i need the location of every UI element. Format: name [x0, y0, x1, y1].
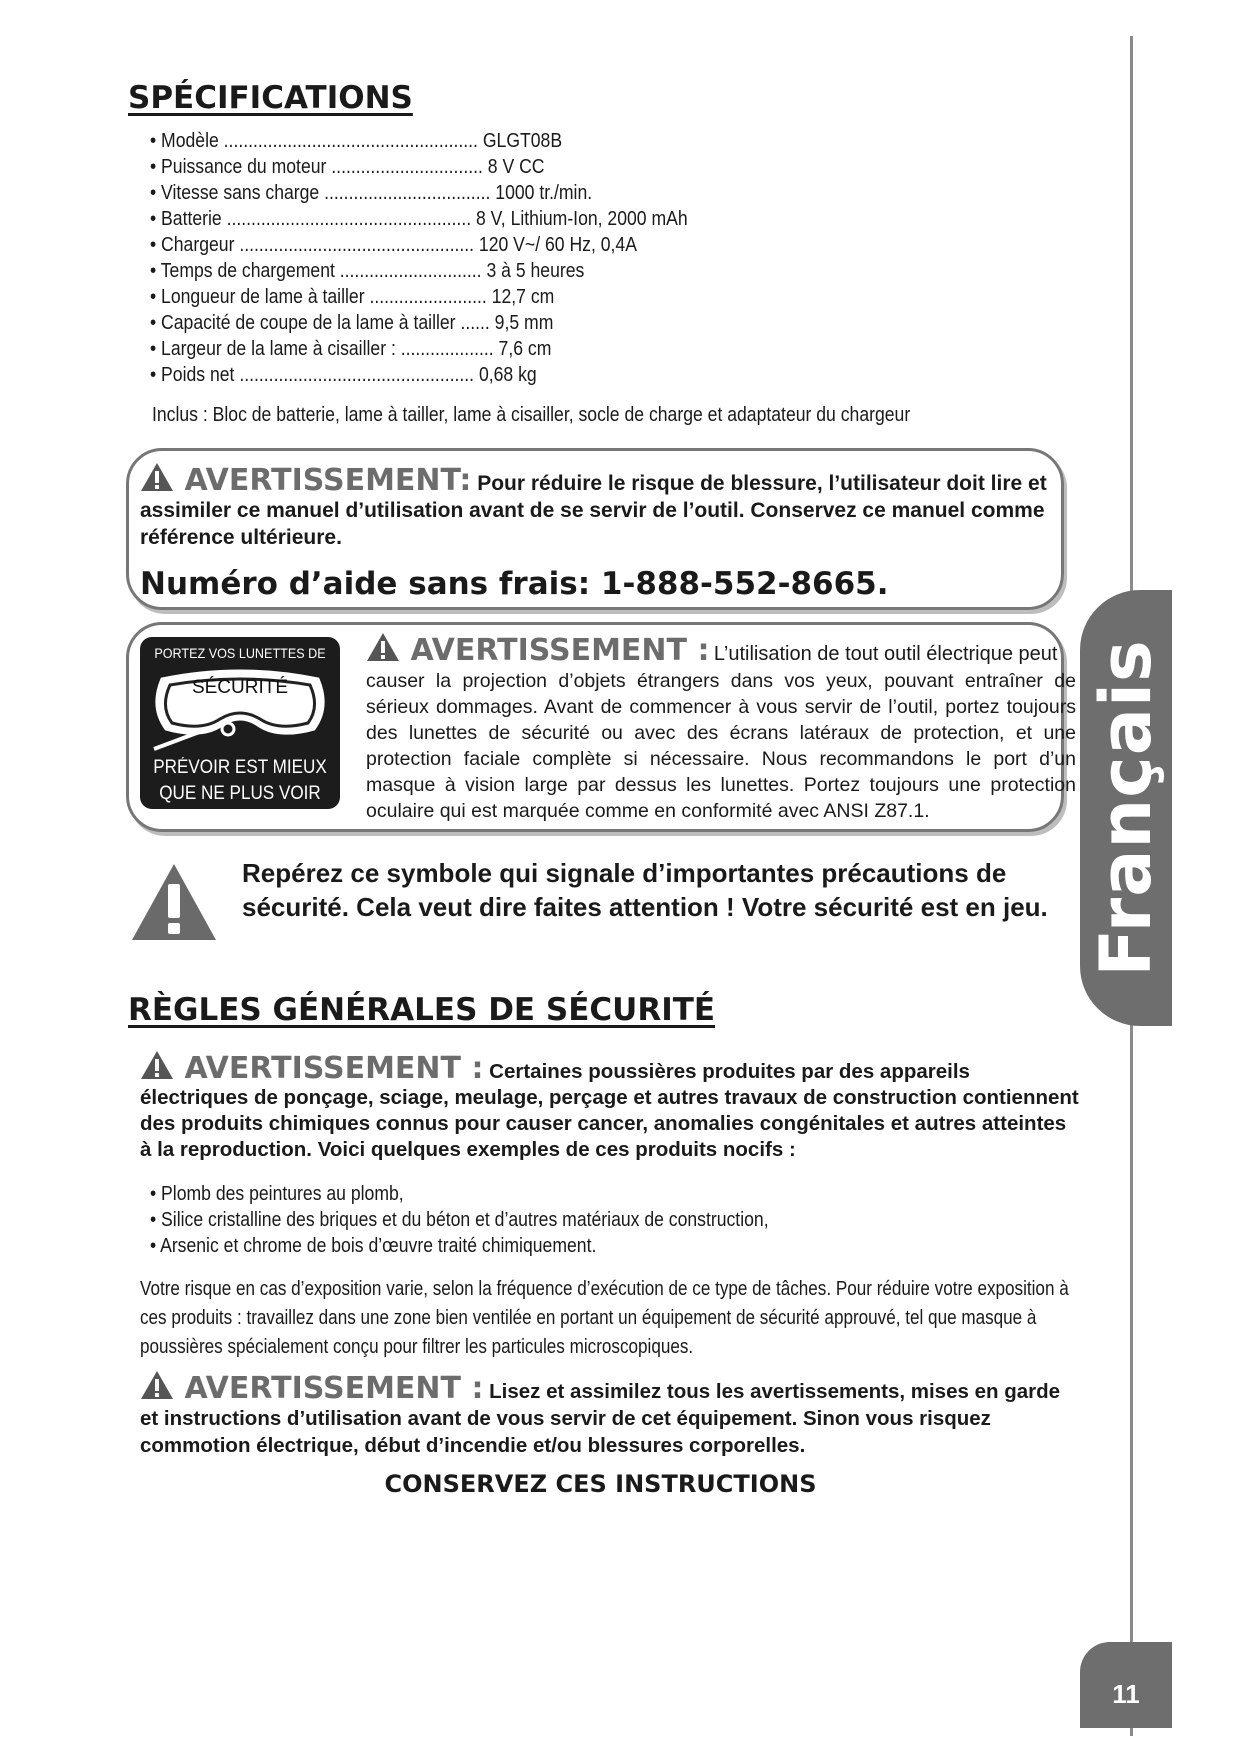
badge-bottom-text-1: PRÉVOIR EST MIEUX [153, 757, 327, 778]
spec-row: • Chargeur ................................................ 120 V~/ 60 Hz, 0,4A [150, 234, 637, 256]
included-items: Inclus : Bloc de batterie, lame à tailler, lame à cisailler, socle de charge et adaptateur du chargeur [152, 404, 911, 426]
spec-row: • Poids net ................................................ 0,68 kg [150, 364, 537, 386]
badge-bottom-text-2: QUE NE PLUS VOIR [159, 783, 321, 804]
warning-triangle-icon [140, 1370, 174, 1400]
warning-label: AVERTISSEMENT: [140, 463, 471, 498]
warning-triangle-icon [366, 632, 400, 662]
spec-row: • Batterie .................................................. 8 V, Lithium-Ion, 2000 mAh [150, 208, 688, 230]
safety-goggles-badge [140, 637, 340, 809]
spec-row: • Largeur de la lame à cisailler : ................... 7,6 cm [150, 338, 552, 360]
warning-label: AVERTISSEMENT : [366, 633, 709, 668]
page-number-tab [1080, 1642, 1172, 1728]
general-rules-title: RÈGLES GÉNÉRALES DE SÉCURITÉ [128, 992, 716, 1028]
warning-triangle-icon [140, 1050, 174, 1080]
language-label: Français [1085, 639, 1167, 977]
list-item: • Silice cristalline des briques et du béton et d’autres matériaux de construction, [150, 1209, 769, 1231]
warning-label: AVERTISSEMENT : [140, 1371, 483, 1406]
safety-alert-symbol-icon [130, 862, 218, 942]
warning-triangle-icon [140, 462, 174, 492]
closing-instruction: CONSERVEZ CES INSTRUCTIONS [384, 1470, 817, 1498]
list-item: • Arsenic et chrome de bois d’œuvre traité chimiquement. [150, 1235, 597, 1257]
exposure-paragraph: Votre risque en cas d’exposition varie, selon la fréquence d’exécution de ce type de tâches. Pour réduire votre exposition à ces produits : travaillez dans une zone bien ventilée en portant un équipement de sécurité approuvé, tel que masque à poussières spécialement conçu pour filtrer les particules microscopiques. [140, 1278, 1069, 1358]
badge-middle-text: SÉCURITÉ [191, 677, 289, 698]
safety-symbol-note: Repérez ce symbole qui signale d’importantes précautions de sécurité. Cela veut dire faites attention ! Votre sécurité est en jeu. [242, 858, 1048, 922]
spec-row: • Puissance du moteur ............................... 8 V CC [150, 156, 545, 178]
specifications-list [150, 128, 766, 388]
spec-row: • Longueur de lame à tailler ........................ 12,7 cm [150, 286, 555, 308]
spec-row: • Modèle .................................................... GLGT08B [150, 130, 563, 152]
manual-warning-text: AVERTISSEMENT: Pour réduire le risque de blessure, l’utilisateur doit lire et assimiler ce manuel d’utilisation avant de se servir de l’outil. Conservez ce manuel comme référence ultérieure. [140, 463, 1047, 549]
dust-warning-text: AVERTISSEMENT : Certaines poussières produites par des appareils électriques de ponçage, sciage, meulage, perçage et autres travaux de construction contiennent des produits chimiques connus pour causer cancer, anomalies congénitales et autres atteintes à la reproduction. Voici quelques exemples de ces produits nocifs : [140, 1051, 1079, 1161]
list-item: • Plomb des peintures au plomb, [150, 1183, 404, 1205]
spec-row: • Temps de chargement ............................. 3 à 5 heures [150, 260, 585, 282]
hazard-list [150, 1181, 942, 1259]
eye-warning-text: causer la projection d’objets étrangers dans vos yeux, pouvant entraîner de sérieux dommages. Avant de commencer à vous servir de l’outil, portez toujours des lunettes de sécurité ou avec des écrans latéraux de protection, et une protection faciale complète si nécessaire. Nous recommandons le port d’un masque à vision large par dessus les lunettes. Portez toujours une protection oculaire qui est marquée comme en conformité avec ANSI Z87.1. [366, 670, 1076, 822]
warning-label: AVERTISSEMENT : [140, 1051, 483, 1086]
eye-warning-heading: AVERTISSEMENT : L’utilisation de tout outil électrique peut [366, 632, 1066, 668]
badge-top-text: PORTEZ VOS LUNETTES DE [154, 645, 326, 661]
spec-row: • Capacité de coupe de la lame à tailler ...... 9,5 mm [150, 312, 554, 334]
spec-row: • Vitesse sans charge .................................. 1000 tr./min. [150, 182, 593, 204]
page-number: 11 [1112, 1679, 1140, 1709]
read-warning-text: AVERTISSEMENT : Lisez et assimilez tous les avertissements, mises en garde et instructions d’utilisation avant de vous servir de cet équipement. Sinon vous risquez commotion électrique, début d’incendie et/ou blessures corporelles. [140, 1371, 1061, 1457]
language-tab [1080, 590, 1172, 1026]
specifications-title: SPÉCIFICATIONS [128, 80, 413, 116]
helpline-number: Numéro d’aide sans frais: 1-888-552-8665. [140, 566, 889, 602]
